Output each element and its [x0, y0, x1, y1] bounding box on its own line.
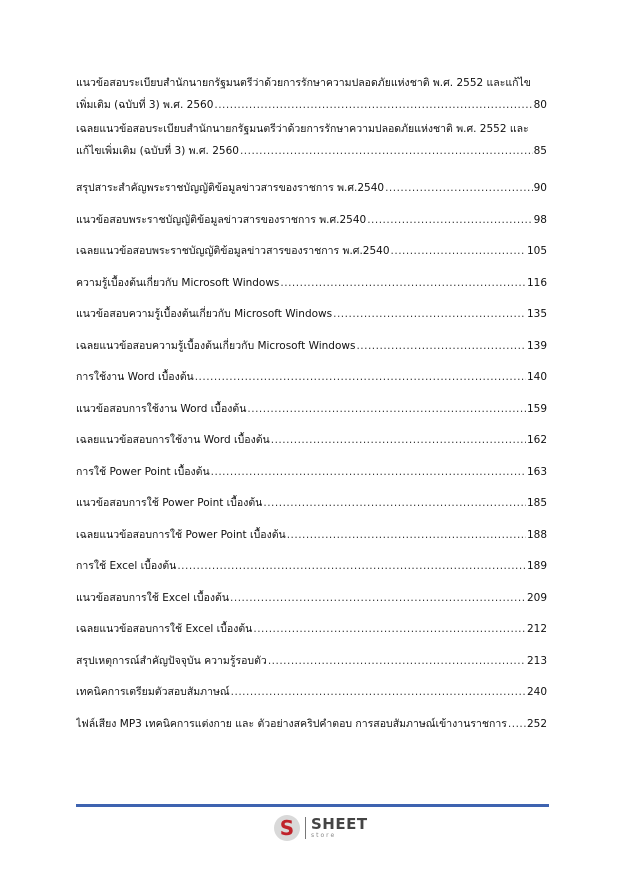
dot-leader [214, 94, 532, 116]
logo-mark-icon [274, 815, 300, 841]
toc-entry-title: แนวข้อสอบความรู้เบื้องต้นเกี่ยวกับ Microsoft Windows [76, 308, 333, 320]
toc-entry-line [76, 461, 547, 483]
toc-entry-line [76, 366, 547, 388]
logo-word: SHEET [311, 815, 368, 833]
toc-entry [76, 335, 547, 357]
toc-entry-title: เฉลยแนวข้อสอบความรู้เบื้องต้นเกี่ยวกับ Microsoft Windows [76, 339, 356, 352]
dot-leader [333, 303, 526, 325]
toc-page-number: 188 [526, 528, 547, 541]
toc-entry [76, 618, 547, 640]
toc-entry-title: การใช้งาน Word เบื้องต้น [76, 371, 194, 383]
dot-leader [240, 140, 533, 162]
toc-entry-title: แนวข้อสอบพระราชบัญญัติข้อมูลข่าวสารของราชการ พ.ศ.2540 [76, 213, 367, 226]
toc-page-number: 209 [526, 591, 547, 604]
toc-entry-title: เฉลยแนวข้อสอบพระราชบัญญัติข้อมูลข่าวสารของราชการ พ.ศ.2540 [76, 245, 390, 257]
toc-entry [76, 681, 547, 703]
dot-leader [177, 555, 526, 577]
toc-entry-line [76, 429, 547, 451]
dot-leader [253, 618, 526, 640]
toc-entry [76, 240, 547, 262]
toc-entry [76, 429, 547, 451]
toc-page-number: 189 [526, 560, 547, 572]
toc-entry-line [76, 240, 547, 262]
toc-entry-line [76, 650, 547, 672]
toc-entry-title: เพิ่มเติม (ฉบับที่ 3) พ.ศ. 2560 [76, 99, 214, 111]
toc-entry-title: สรุปเหตุการณ์สำคัญปัจจุบัน ความรู้รอบตัว [76, 654, 267, 667]
toc-entry-title: แนวข้อสอบการใช้ Power Point เบื้องต้น [76, 497, 263, 509]
toc-entry [76, 209, 547, 231]
toc-entry [76, 555, 547, 577]
sheetstore-logo [274, 813, 368, 843]
toc-entry-line [76, 618, 547, 640]
toc-page-number: 185 [526, 497, 547, 509]
toc-entry-title: เฉลยแนวข้อสอบการใช้ Power Point เบื้องต้น [76, 528, 286, 541]
toc-entry [76, 177, 547, 199]
dot-leader [211, 461, 526, 483]
toc-entry-line [76, 177, 547, 199]
toc-entry-line [76, 140, 547, 162]
toc-page-number: 98 [533, 213, 547, 226]
toc-entry-title: การใช้ Excel เบื้องต้น [76, 560, 177, 572]
toc-entry-title: เฉลยแนวข้อสอบระเบียบสำนักนายกรัฐมนตรีว่าด้วยการรักษาความปลอดภัยแห่งชาติ พ.ศ. 2552 และ [76, 123, 529, 135]
dot-leader [367, 209, 532, 231]
toc-entry-line [76, 209, 547, 231]
toc-entry [76, 492, 547, 514]
toc-page-number: 240 [526, 686, 547, 698]
logo-separator [305, 817, 306, 839]
toc-page-number: 159 [526, 402, 547, 415]
toc-page-number: 116 [526, 276, 547, 289]
toc-entry [76, 272, 547, 294]
dot-leader [508, 713, 526, 735]
toc-entry-title: ไฟล์เสียง MP3 เทคนิคการแต่งกาย และ ตัวอย่างสคริปคำตอบ การสอบสัมภาษณ์เข้างานราชการ [76, 717, 507, 730]
toc-entry-title: แนวข้อสอบระเบียบสำนักนายกรัฐมนตรีว่าด้วยการรักษาความปลอดภัยแห่งชาติ พ.ศ. 2552 และแก้ไข [76, 77, 531, 89]
toc-page-number: 140 [526, 371, 547, 383]
toc-entry [76, 587, 547, 609]
toc-page-number: 162 [526, 434, 547, 446]
toc-entry [76, 398, 547, 420]
toc-entry-title: เทคนิคการเตรียมตัวสอบสัมภาษณ์ [76, 686, 230, 698]
logo-subtitle: store [311, 832, 337, 839]
dot-leader [195, 366, 526, 388]
toc-entry-title: แนวข้อสอบการใช้ Excel เบื้องต้น [76, 591, 230, 604]
dot-leader [271, 429, 526, 451]
toc-entry [76, 118, 547, 162]
dot-leader [287, 524, 526, 546]
logo-text [311, 817, 368, 839]
toc-entry-line [76, 713, 547, 735]
toc-entry-title: แนวข้อสอบการใช้งาน Word เบื้องต้น [76, 402, 247, 415]
toc-entry-line [76, 681, 547, 703]
toc-page-number: 252 [526, 717, 547, 730]
toc-page-number: 213 [526, 654, 547, 667]
toc-entry-title: เฉลยแนวข้อสอบการใช้ Excel เบื้องต้น [76, 623, 253, 635]
dot-leader [356, 335, 526, 357]
toc-entry-line [76, 555, 547, 577]
toc-page-number: 80 [533, 99, 547, 111]
toc-entry-line [76, 335, 547, 357]
toc-page-number: 85 [533, 145, 547, 157]
toc-entry-line [76, 272, 547, 294]
toc-entry [76, 650, 547, 672]
toc-entry-title: ความรู้เบื้องต้นเกี่ยวกับ Microsoft Windows [76, 276, 280, 289]
toc-page-number: 90 [533, 182, 547, 194]
toc-entry-line [76, 94, 547, 116]
toc-entry-line [76, 398, 547, 420]
toc-page-number: 212 [526, 623, 547, 635]
toc-entry [76, 461, 547, 483]
toc-entry [76, 72, 547, 116]
dot-leader [231, 681, 526, 703]
dot-leader [391, 240, 526, 262]
toc-entry [76, 524, 547, 546]
dot-leader [280, 272, 526, 294]
toc-page-number: 105 [526, 245, 547, 257]
toc-entry-line [76, 587, 547, 609]
toc-page-number: 139 [526, 339, 547, 352]
toc-entry-title: เฉลยแนวข้อสอบการใช้งาน Word เบื้องต้น [76, 434, 270, 446]
toc-page-number: 135 [526, 308, 547, 320]
dot-leader [268, 650, 526, 672]
toc-entry-line [76, 524, 547, 546]
toc-entry-title: สรุปสาระสำคัญพระราชบัญญัติข้อมูลข่าวสารของราชการ พ.ศ.2540 [76, 182, 385, 194]
dot-leader [263, 492, 526, 514]
toc-entry [76, 713, 547, 735]
dot-leader [230, 587, 526, 609]
toc-entry-line [76, 118, 547, 140]
dot-leader [385, 177, 533, 199]
toc-page-number: 163 [526, 465, 547, 478]
dot-leader [247, 398, 526, 420]
toc-entry-title: การใช้ Power Point เบื้องต้น [76, 465, 210, 478]
toc-entry-line [76, 492, 547, 514]
toc-entry-line [76, 303, 547, 325]
toc-entry [76, 303, 547, 325]
toc-entry-line [76, 72, 547, 94]
toc-entry [76, 366, 547, 388]
toc-entry-title: แก้ไขเพิ่มเติม (ฉบับที่ 3) พ.ศ. 2560 [76, 145, 239, 157]
logo-letter: S [279, 816, 295, 840]
footer-rule [76, 804, 549, 807]
